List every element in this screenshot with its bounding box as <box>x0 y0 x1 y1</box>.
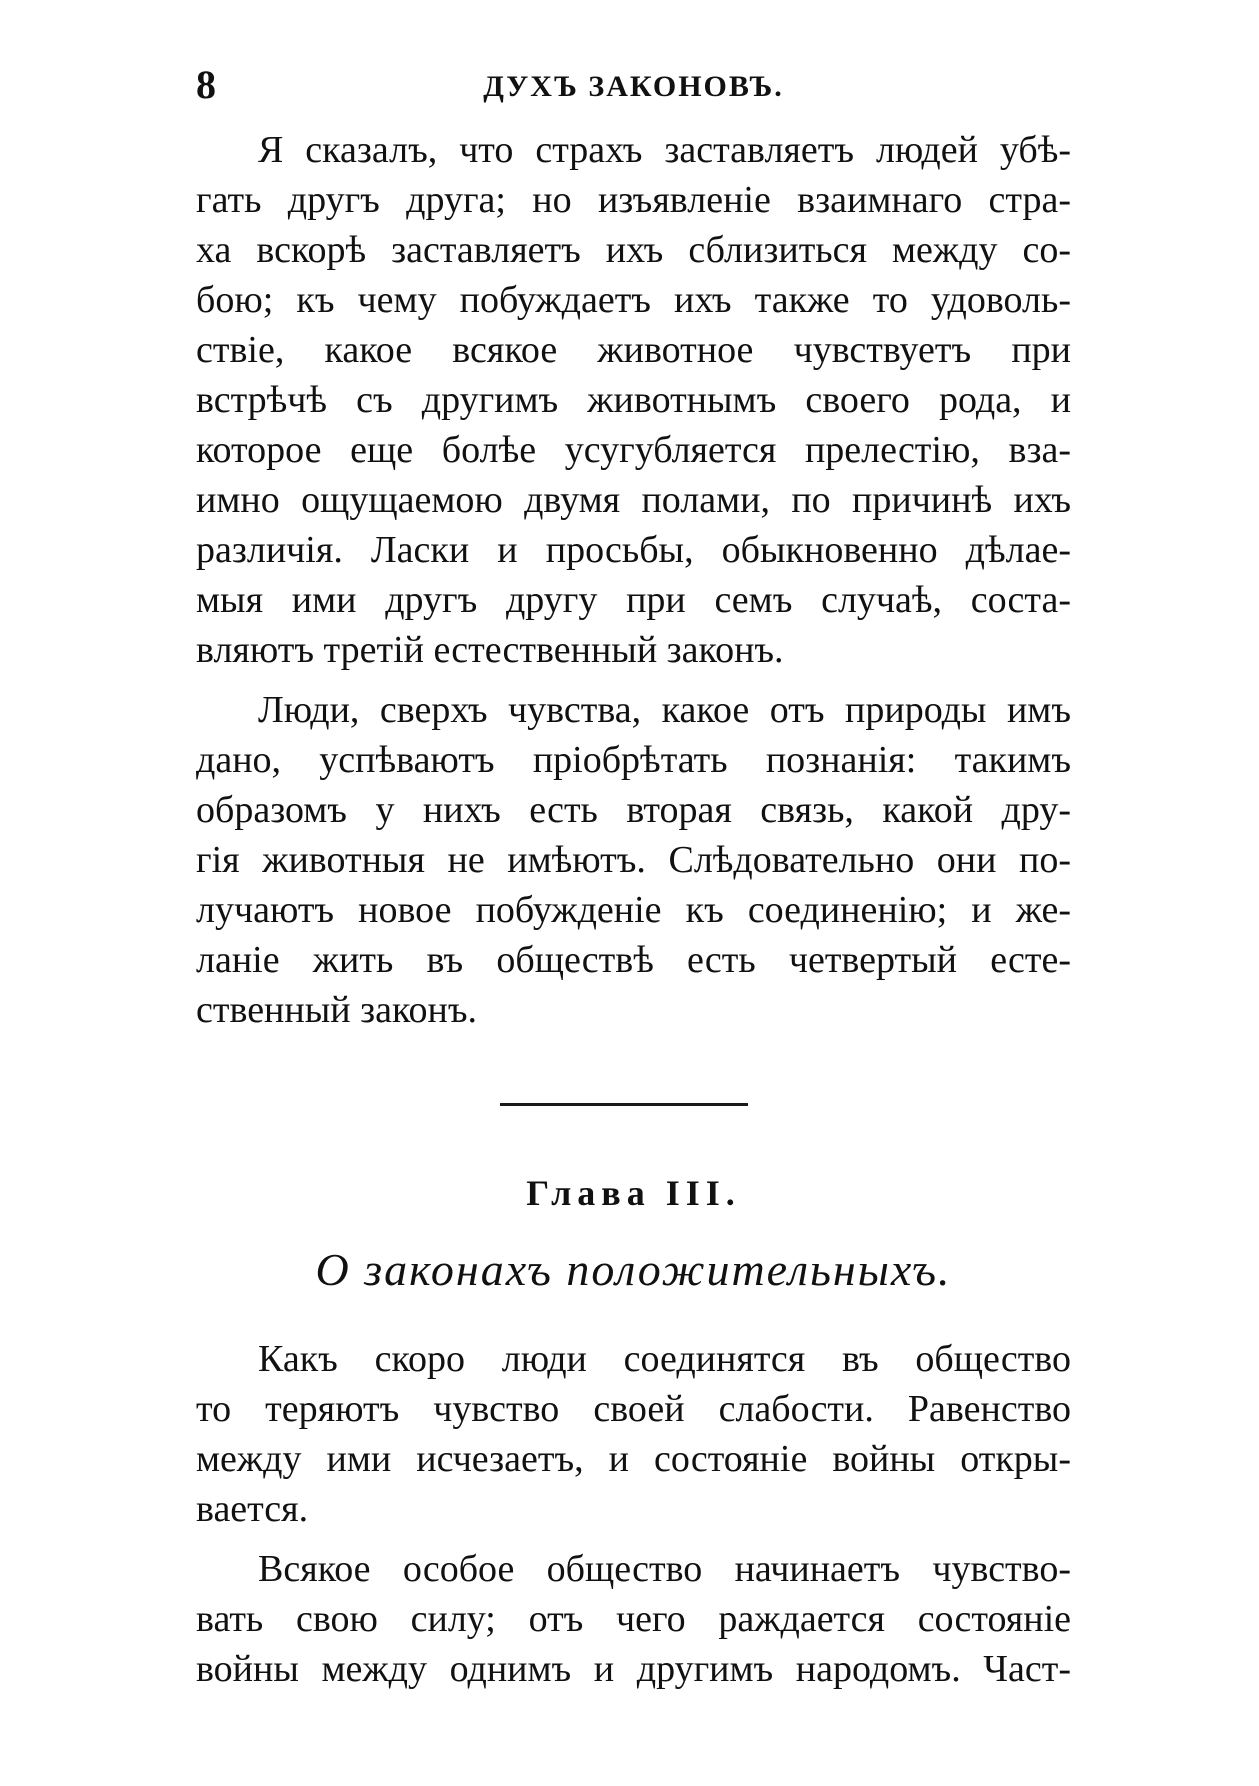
text-line: различія. Ласки и просьбы, обыкновенно дѣлае- <box>196 529 1071 571</box>
text-line: между ими исчезаетъ, и состояніе войны откры- <box>196 1438 1071 1480</box>
text-line: ствіе, какое всякое животное чувствуетъ при <box>196 329 1071 371</box>
text-line: бою; къ чему побуждаетъ ихъ также то удоволь- <box>196 279 1071 321</box>
text-line: которое еще болѣе усугубляется прелестію, вза- <box>196 429 1071 471</box>
text-line: образомъ у нихъ есть вторая связь, какой дру- <box>196 789 1071 831</box>
section-divider <box>500 1103 748 1106</box>
text-line: Всякое особое общество начинаетъ чувство- <box>258 1548 1071 1590</box>
text-line: дано, успѣваютъ пріобрѣтать познанія: такимъ <box>196 739 1071 781</box>
chapter-subtitle: О законахъ положительныхъ. <box>315 1244 952 1295</box>
text-line: имно ощущаемою двумя полами, по причинѣ ихъ <box>196 479 1071 521</box>
text-line: лучаютъ новое побужденіе къ соединенію; и же- <box>196 889 1071 931</box>
text-line: вается. <box>196 1488 309 1530</box>
text-line: войны между однимъ и другимъ народомъ. Част- <box>196 1648 1071 1690</box>
text-line: ственный законъ. <box>196 989 477 1031</box>
page-number: 8 <box>196 62 216 107</box>
text-line: Люди, сверхъ чувства, какое отъ природы имъ <box>258 689 1071 731</box>
text-line: встрѣчѣ съ другимъ животнымъ своего рода, и <box>196 379 1071 421</box>
running-title: ДУХЪ ЗАКОНОВЪ. <box>483 70 784 103</box>
running-head <box>196 60 1071 110</box>
text-line: ха вскорѣ заставляетъ ихъ сблизиться между со- <box>196 229 1071 271</box>
text-line: вляютъ третій естественный законъ. <box>196 629 784 671</box>
text-line: то теряютъ чувство своей слабости. Равенство <box>196 1388 1071 1430</box>
chapter-heading: Глава III. <box>526 1173 741 1213</box>
text-line: мыя ими другъ другу при семъ случаѣ, соста- <box>196 579 1071 621</box>
text-line: ланіе жить въ обществѣ есть четвертый есте- <box>196 939 1071 981</box>
text-line: гія животныя не имѣютъ. Слѣдовательно они по- <box>196 839 1071 881</box>
text-line: гать другъ друга; но изъявленіе взаимнаго стра- <box>196 179 1071 221</box>
text-line: вать свою силу; отъ чего раждается состояніе <box>196 1598 1071 1640</box>
text-line: Я сказалъ, что страхъ заставляетъ людей убѣ- <box>258 129 1071 171</box>
text-line: Какъ скоро люди соединятся въ общество <box>258 1338 1071 1380</box>
